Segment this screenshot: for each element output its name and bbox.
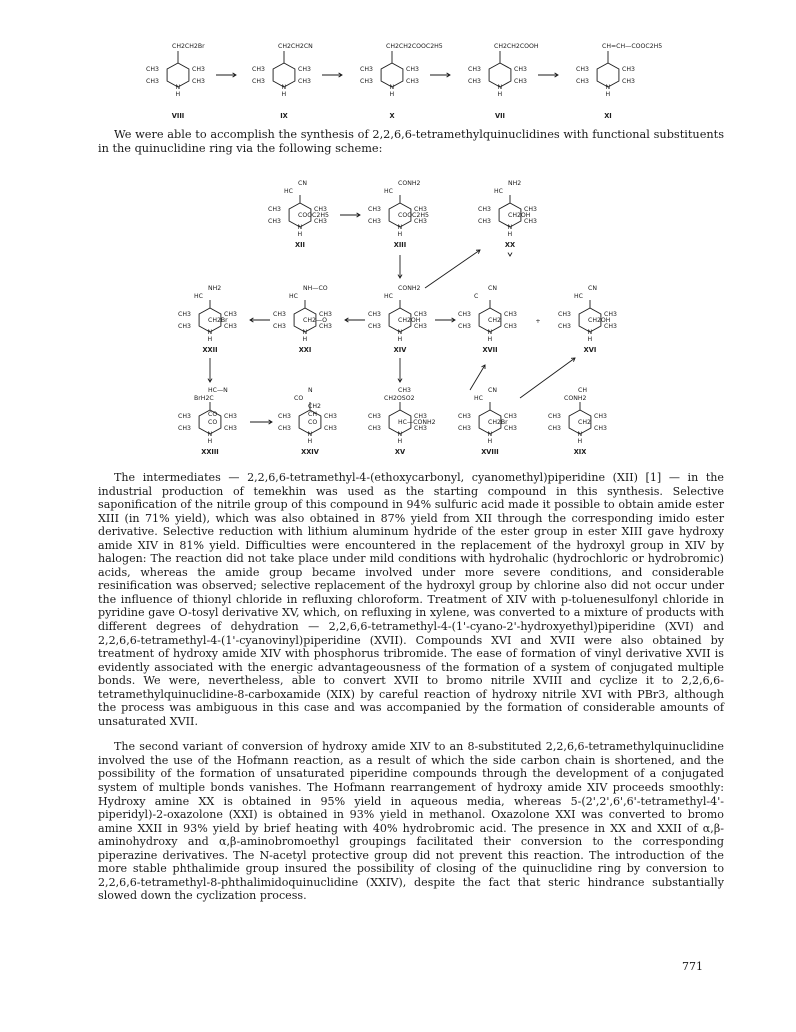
methyl-label: CH3	[458, 311, 471, 318]
compound-label-XIII: XIII	[393, 241, 407, 249]
methyl-label: CH3	[622, 66, 635, 73]
methyl-label: CH3	[478, 218, 491, 225]
methyl-label: CH3	[146, 66, 159, 73]
arrow-XXIII-XXIV	[250, 420, 272, 424]
nitrogen-label: N	[302, 329, 308, 336]
arrow-XXII-XXIII	[208, 358, 212, 382]
nitrogen-label: N	[207, 431, 213, 438]
group-label: CH2	[488, 317, 501, 324]
compound-label-XVII: XVII	[482, 346, 498, 354]
group-label: HC	[474, 395, 483, 402]
hydrogen-label: H	[302, 336, 308, 343]
hydrogen-label: H	[577, 438, 583, 445]
hydrogen-label: H	[497, 91, 503, 98]
ring-XX	[478, 203, 537, 238]
compound-label-XV: XV	[394, 448, 406, 456]
group-label: CH	[578, 387, 587, 394]
hydrogen-label: H	[487, 336, 493, 343]
group-label: NH2	[208, 285, 222, 292]
hydrogen-label: H	[487, 438, 493, 445]
methyl-label: CH3	[368, 425, 381, 432]
methyl-label: CH3	[468, 78, 481, 85]
methyl-label: CH3	[178, 425, 191, 432]
compound-label-XVIII: XVIII	[481, 448, 499, 456]
arrow-head	[508, 253, 512, 256]
group-label: CH2OH	[398, 317, 421, 324]
group-label: CH2Br	[488, 419, 508, 426]
methyl-label: CH3	[273, 323, 286, 330]
methyl-label: CH3	[622, 78, 635, 85]
group-label: CH	[308, 411, 317, 418]
compound-label-XXII: XXII	[202, 346, 218, 354]
substituent-label: CH=CH—COOC2H5	[602, 43, 663, 50]
methyl-label: CH3	[268, 218, 281, 225]
page-number: 771	[682, 960, 703, 973]
methyl-label: CH3	[224, 425, 237, 432]
hydrogen-label: H	[207, 336, 213, 343]
ring-XXI	[273, 308, 332, 343]
arrow-XXI-XXII	[250, 318, 270, 322]
nitrogen-label: N	[397, 224, 403, 231]
ring-XV	[368, 410, 427, 445]
methyl-label: CH3	[414, 311, 427, 318]
compound-label-IX: IX	[280, 112, 288, 120]
compound-label-XII: XII	[295, 241, 305, 249]
group-label: CH2OSO2	[384, 395, 415, 402]
methyl-label: CH3	[468, 66, 481, 73]
ring-XIII	[368, 203, 427, 238]
methyl-label: CH3	[324, 425, 337, 432]
group-label: CH2	[308, 403, 321, 410]
methyl-label: CH3	[524, 218, 537, 225]
group-label: HC	[284, 188, 293, 195]
methyl-label: CH3	[314, 218, 327, 225]
hydrogen-label: H	[389, 91, 395, 98]
scheme-top-diagram	[0, 0, 796, 128]
hydrogen-label: H	[175, 91, 181, 98]
methyl-label: CH3	[360, 66, 373, 73]
substituent-label: CH2CH2COOC2H5	[386, 43, 443, 50]
arrow-shaft	[520, 358, 575, 398]
methyl-label: CH3	[604, 311, 617, 318]
hydrogen-label: H	[397, 231, 403, 238]
methyl-label: CH3	[414, 425, 427, 432]
arrow-top-1	[322, 73, 342, 77]
body-text	[98, 471, 724, 915]
ring-XIV	[368, 308, 427, 343]
nitrogen-label: N	[397, 431, 403, 438]
arrow-top-0	[216, 73, 236, 77]
compound-label-XXIII: XXIII	[201, 448, 219, 456]
ring-XVI	[558, 308, 617, 343]
nitrogen-label: N	[281, 84, 287, 91]
nitrogen-label: N	[605, 84, 611, 91]
methyl-label: CH3	[458, 413, 471, 420]
group-label: CONH2	[398, 285, 421, 292]
group-label: HC	[384, 293, 393, 300]
group-label: CO	[294, 395, 304, 402]
group-label: CO	[208, 419, 218, 426]
methyl-label: CH3	[594, 425, 607, 432]
ring-XIX	[548, 410, 607, 445]
group-label: HC	[494, 188, 503, 195]
methyl-label: CH3	[319, 323, 332, 330]
compound-label-VIII: VIII	[171, 112, 185, 120]
substituent-label: CH2CH2CN	[278, 43, 313, 50]
methyl-label: CH3	[224, 323, 237, 330]
nitrogen-label: N	[175, 84, 181, 91]
group-label: N	[308, 387, 313, 394]
group-label: COOC2H5	[298, 212, 329, 219]
nitrogen-label: N	[497, 84, 503, 91]
ring-XII	[268, 203, 327, 238]
methyl-label: CH3	[548, 413, 561, 420]
hydrogen-label: H	[207, 438, 213, 445]
methyl-label: CH3	[548, 425, 561, 432]
methyl-label: CH3	[576, 78, 589, 85]
methyl-label: CH3	[414, 413, 427, 420]
methyl-label: CH3	[224, 311, 237, 318]
methyl-label: CH3	[558, 311, 571, 318]
group-label: CH2—O	[303, 317, 327, 324]
methyl-label: CH3	[368, 206, 381, 213]
arrow-top-2	[430, 73, 450, 77]
methyl-label: CH3	[406, 78, 419, 85]
compound-label-XXI: XXI	[298, 346, 312, 354]
methyl-label: CH3	[458, 323, 471, 330]
arrow-XII-XIII	[340, 213, 360, 217]
arrow-XIII-XIV	[398, 255, 402, 278]
group-label: CN	[488, 285, 497, 292]
nitrogen-label: N	[297, 224, 303, 231]
group-label: NH2	[508, 180, 522, 187]
group-label: CN	[298, 180, 307, 187]
group-label: HC	[194, 293, 203, 300]
compound-label-XX: XX	[504, 241, 516, 249]
arrow-XIV-XXI	[345, 318, 365, 322]
group-label: HC	[289, 293, 298, 300]
paragraph-1: The intermediates — 2,2,6,6-tetramethyl-4-(ethoxycarbonyl, cyanomethyl)piperidine (XII) [1] — in the industrial production of temekhin was used as the starting compound in this synthesis. Selective saponification of the nitrile group of this compound in 94% sulfuric acid made it possible to obtain amide ester XIII (in 71% yield), which was also obtained in 87% yield from XII through the corresponding imido ester derivative. Selective reduction with lithium aluminum hydride of the ester group in ester XIII gave hydroxy amide XIV in 81% yield. Difficulties were encountered in the replacement of the hydroxyl group in XIV by halogen: The reaction did not take place under mild conditions with hydrohalic (hydrochloric or hydrobromic) acids, whereas the amide group became involved under more severe conditions, and considerable resinification was observed; selective replacement of the hydroxyl group by chlorine also did not occur under the influence of thionyl chloride in refluxing chloroform. Treatment of XIV with p-toluenesulfonyl chloride in pyridine gave O-tosyl derivative XV, which, on refluxing in xylene, was converted to a mixture of products with different degrees of dehydration — 2,2,6,6-tetramethyl-4-(1'-cyano-2'-hydroxyethyl)piperidine (XVI) and 2,2,6,6-tetramethyl-4-(1'-cyanovinyl)piperidine (XVII). Compounds XVI and XVII were also obtained by treatment of hydroxy amide XIV with phosphorus tribromide. The ease of formation of vinyl derivative XVII is evidently associated with the energic advantageousness of the formation of a system of conjugated multiple bonds. We were, nevertheless, able to convert XVII to bromo nitrile XVIII and cyclize it to 2,2,6,6-tetramethylquinuclidine-8-carboxamide (XIX) by careful reaction of hydroxy nitrile XVI with PBr3, although the process was ambiguous in this case and was accompanied by the formation of considerable amounts of unsaturated XVII.	[98, 471, 724, 728]
methyl-label: CH3	[514, 66, 527, 73]
nitrogen-label: N	[577, 431, 583, 438]
nitrogen-label: N	[397, 329, 403, 336]
methyl-label: CH3	[178, 323, 191, 330]
methyl-label: CH3	[298, 66, 311, 73]
ring-XI	[576, 63, 635, 98]
scheme-main-diagram	[0, 160, 796, 470]
nitrogen-label: N	[389, 84, 395, 91]
hydrogen-label: H	[281, 91, 287, 98]
methyl-label: CH3	[576, 66, 589, 73]
hydrogen-label: H	[307, 438, 313, 445]
ring-VIII	[146, 63, 205, 98]
arrow-XVIII-XVI	[520, 358, 575, 398]
arrow-top-3	[538, 73, 558, 77]
methyl-label: CH3	[192, 78, 205, 85]
group-label: CN	[488, 387, 497, 394]
methyl-label: CH3	[273, 311, 286, 318]
hydrogen-label: H	[297, 231, 303, 238]
methyl-label: CH3	[458, 425, 471, 432]
arrow-XX	[508, 253, 512, 256]
methyl-label: CH3	[192, 66, 205, 73]
arrow-XIV-XX	[425, 250, 480, 288]
plus-sign: +	[535, 318, 541, 325]
group-label: HC—N	[208, 387, 228, 394]
methyl-label: CH3	[298, 78, 311, 85]
methyl-label: CH3	[368, 413, 381, 420]
compound-label-XI: XI	[604, 112, 612, 120]
methyl-label: CH3	[558, 323, 571, 330]
nitrogen-label: N	[587, 329, 593, 336]
methyl-label: CH3	[368, 323, 381, 330]
group-label: CH2OH	[508, 212, 531, 219]
ring-XVIII	[458, 410, 517, 445]
group-label: CH2Br	[208, 317, 228, 324]
ring-IX	[252, 63, 311, 98]
methyl-label: CH3	[504, 413, 517, 420]
group-label: C	[474, 293, 479, 300]
methyl-label: CH3	[252, 78, 265, 85]
group-label: CONH2	[564, 395, 587, 402]
methyl-label: CH3	[478, 206, 491, 213]
methyl-label: CH3	[268, 206, 281, 213]
group-label: CN	[588, 285, 597, 292]
ring-X	[360, 63, 419, 98]
compound-label-XXIV: XXIV	[301, 448, 319, 456]
methyl-label: CH3	[146, 78, 159, 85]
nitrogen-label: N	[487, 329, 493, 336]
arrow-XV-XVII	[470, 365, 485, 390]
ring-VII	[468, 63, 527, 98]
substituent-label: CH2CH2COOH	[494, 43, 539, 50]
methyl-label: CH3	[178, 311, 191, 318]
arrow-XIV-XVII	[435, 318, 455, 322]
hydrogen-label: H	[605, 91, 611, 98]
nitrogen-label: N	[507, 224, 513, 231]
intro-text: We were able to accomplish the synthesis of 2,2,6,6-tetramethylquinuclidines with functional substituents in the quinuclidine ring via the following scheme:	[98, 128, 724, 155]
methyl-label: CH3	[524, 206, 537, 213]
group-label: COOC2H5	[398, 212, 429, 219]
methyl-label: CH3	[504, 311, 517, 318]
arrow-shaft	[470, 365, 485, 390]
methyl-label: CH3	[368, 218, 381, 225]
group-label: CO	[308, 419, 318, 426]
compound-label-X: X	[389, 112, 395, 120]
methyl-label: CH3	[414, 218, 427, 225]
group-label: CH2	[578, 419, 591, 426]
group-label: NH—CO	[303, 285, 328, 292]
methyl-label: CH3	[319, 311, 332, 318]
compound-label-XIV: XIV	[393, 346, 407, 354]
hydrogen-label: H	[397, 438, 403, 445]
methyl-label: CH3	[278, 413, 291, 420]
compound-label-XIX: XIX	[573, 448, 587, 456]
group-label: HC	[574, 293, 583, 300]
group-label: CH3	[398, 387, 411, 394]
nitrogen-label: N	[307, 431, 313, 438]
methyl-label: CH3	[324, 413, 337, 420]
hydrogen-label: H	[397, 336, 403, 343]
methyl-label: CH3	[594, 413, 607, 420]
methyl-label: CH3	[368, 311, 381, 318]
methyl-label: CH3	[414, 323, 427, 330]
methyl-label: CH3	[414, 206, 427, 213]
compound-label-VII: VII	[494, 112, 506, 120]
group-label: CONH2	[398, 180, 421, 187]
hydrogen-label: H	[507, 231, 513, 238]
compound-label-XVI: XVI	[583, 346, 597, 354]
group-label: CH2OH	[588, 317, 611, 324]
methyl-label: CH3	[604, 323, 617, 330]
paragraph-2: The second variant of conversion of hydroxy amide XIV to an 8-substituted 2,2,6,6-tetramethylquinuclidine involved the use of the Hofmann reaction, as a result of which the side carbon chain is shortened, and the possibility of the formation of unsaturated piperidine compounds through the development of a conjugated system of multiple bonds vanishes. The Hofmann rearrangement of hydroxy amide XIV proceeds smoothly: Hydroxy amine XX is obtained in 95% yield in aqueous media, whereas 5-(2',2',6',6'-tetramethyl-4'-piperidyl)-2-oxazolone (XXI) is obtained in 93% yield in methanol. Oxazolone XXI was converted to bromo amine XXII in 93% yield by brief heating with 40% hydrobromic acid. The presence in XX and XXII of α,β-aminohydroxy and α,β-aminobromoethyl groupings facilitated their conversion to the corresponding piperazine derivatives. The N-acetyl protective group did not prevent this reaction. The introduction of the more stable phthalimide group insured the possibility of closing of the quinuclidine ring by conversion to 2,2,6,6-tetramethyl-8-phthalimidoquinuclidine (XXIV), despite the fact that steric hindrance substantially slowed down the cyclization process.	[98, 740, 724, 903]
ring-XVII	[458, 308, 517, 343]
methyl-label: CH3	[504, 323, 517, 330]
methyl-label: CH3	[514, 78, 527, 85]
group-label: BrH2C	[194, 395, 214, 402]
methyl-label: CH3	[252, 66, 265, 73]
group-label: HC	[384, 188, 393, 195]
methyl-label: CH3	[406, 66, 419, 73]
substituent-label: CH2CH2Br	[172, 43, 205, 50]
arrow-XIV-XV	[398, 358, 402, 382]
ring-XXII	[178, 308, 237, 343]
arrow-shaft	[425, 250, 480, 288]
group-label: CO	[208, 411, 218, 418]
nitrogen-label: N	[487, 431, 493, 438]
methyl-label: CH3	[360, 78, 373, 85]
methyl-label: CH3	[314, 206, 327, 213]
hydrogen-label: H	[587, 336, 593, 343]
methyl-label: CH3	[178, 413, 191, 420]
nitrogen-label: N	[207, 329, 213, 336]
group-label: HC—CONH2	[398, 419, 436, 426]
intro-paragraph	[98, 128, 724, 156]
methyl-label: CH3	[278, 425, 291, 432]
methyl-label: CH3	[224, 413, 237, 420]
methyl-label: CH3	[504, 425, 517, 432]
